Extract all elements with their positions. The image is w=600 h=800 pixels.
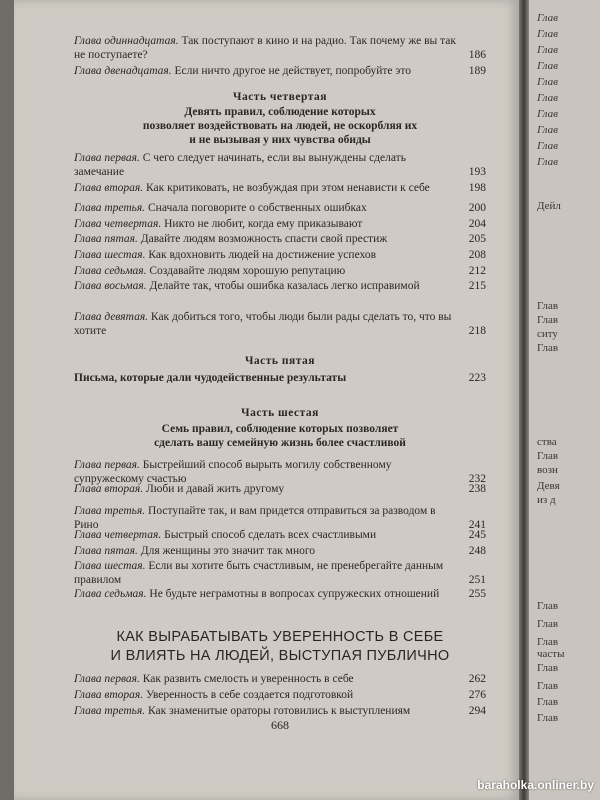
- page-ref: 208: [468, 249, 486, 261]
- right-page-fragment: Глав: [537, 76, 558, 88]
- page-ref: 198: [468, 182, 486, 194]
- part-subtitle: Девять правил, соблюдение которых: [184, 106, 376, 118]
- chapter-label: Глава пятая.: [74, 233, 138, 245]
- right-page-fragment: Глав: [537, 618, 559, 630]
- part-heading: Часть пятая: [244, 355, 315, 367]
- toc-entry: [74, 587, 486, 601]
- page-ref: 218: [468, 325, 486, 337]
- page-number: 668: [271, 718, 289, 732]
- toc-entry: [74, 528, 486, 542]
- page-ref: 262: [468, 673, 486, 685]
- right-page-fragment: Глав: [537, 300, 559, 312]
- chapter-title: Как вдохновить людей на достижение успехов: [145, 249, 377, 261]
- part-subtitle: сделать вашу семейную жизнь более счастливой: [154, 437, 406, 449]
- right-page-fragment: Глав: [537, 124, 558, 136]
- page-ref: 200: [468, 202, 486, 214]
- toc-entry: [74, 482, 486, 496]
- chapter-label: Глава шестая.: [74, 560, 146, 572]
- chapter-title: Быстрый способ сделать всех счастливыми: [161, 529, 377, 541]
- chapter-title: Как добиться того, чтобы люди были рады сделать то, что вы хотите: [74, 311, 452, 337]
- chapter-label: Глава первая.: [74, 673, 140, 685]
- chapter-label: Глава четвертая.: [74, 529, 162, 541]
- right-page-fragment: Глав: [537, 92, 558, 104]
- chapter-title: Для женщины это значит так много: [137, 545, 316, 557]
- toc-entry: Глава двенадцатая. Если ничто другое не действует, попробуйте это 189: [74, 65, 486, 77]
- right-page-fragment: Глав: [537, 712, 559, 724]
- toc-entry: [74, 264, 486, 278]
- chapter-title: Люби и давай жить другому: [143, 483, 285, 495]
- part-heading: Часть шестая: [241, 407, 319, 419]
- chapter-title: Сначала поговорите о собственных ошибках: [145, 202, 367, 214]
- right-page-fragment: Дейл: [537, 200, 561, 212]
- chapter-label: Глава третья.: [74, 705, 146, 717]
- part-heading: Часть четвертая: [233, 91, 327, 103]
- right-page-fragment: Глав: [537, 600, 559, 612]
- toc-entry: [74, 248, 486, 262]
- toc-entry: [74, 559, 486, 587]
- right-page-fragment: Глав: [537, 680, 559, 692]
- chapter-label: Глава вторая.: [74, 689, 144, 701]
- toc-entry: [74, 688, 486, 702]
- chapter-title: Если вы хотите быть счастливым, не пренебрегайте данным правилом: [74, 560, 444, 586]
- chapter-label: Глава шестая.: [74, 249, 146, 261]
- page-ref: 276: [468, 689, 486, 701]
- right-page-fragment: Глав: [537, 450, 559, 462]
- chapter-label: Глава седьмая.: [74, 265, 147, 277]
- chapter-title: Никто не любит, когда ему приказывают: [161, 218, 363, 230]
- chapter-title: Не будьте неграмотны в вопросах супружеских отношений: [146, 588, 440, 600]
- right-page-fragment: Глав: [537, 44, 558, 56]
- chapter-label: Глава третья.: [74, 505, 146, 517]
- chapter-title: Уверенность в себе создается подготовкой: [143, 689, 354, 701]
- right-page-fragment: Глав: [537, 12, 558, 24]
- page-ref: 294: [468, 705, 486, 717]
- right-page-fragment: Глав: [537, 60, 558, 72]
- chapter-label: Глава седьмая.: [74, 588, 147, 600]
- book-page-left: [14, 0, 519, 800]
- chapter-title: Как критиковать, не возбуждая при этом ненависти к себе: [143, 182, 430, 194]
- page-ref: 241: [468, 519, 486, 531]
- toc-entry: [74, 201, 486, 215]
- toc-entry: [74, 279, 486, 293]
- right-page-fragment: Глав: [537, 636, 559, 648]
- chapter-title: Поступайте так, и вам придется отправиться за разводом в Рино: [74, 505, 436, 531]
- page-ref: 193: [468, 166, 486, 178]
- watermark: baraholka.onliner.by: [477, 778, 594, 792]
- page-ref: 204: [468, 218, 486, 230]
- toc-entry: Письма, которые дали чудодейственные результаты 223: [74, 372, 486, 384]
- chapter-title: Делайте так, чтобы ошибка казалась легко исправимой: [146, 280, 420, 292]
- chapter-title: Быстрейший способ вырыть могилу собственному супружескому счастью: [74, 459, 392, 485]
- page-ref: 215: [468, 280, 486, 292]
- right-page-fragment: из д: [537, 494, 556, 506]
- right-page-fragment: Глав: [537, 156, 558, 168]
- chapter-label: Глава первая.: [74, 459, 140, 471]
- chapter-label: Глава третья.: [74, 202, 146, 214]
- section-title: И ВЛИЯТЬ НА ЛЮДЕЙ, ВЫСТУПАЯ ПУБЛИЧНО: [110, 648, 450, 664]
- page-ref: 251: [468, 574, 486, 586]
- page-ref: 212: [468, 265, 486, 277]
- chapter-label: Глава восьмая.: [74, 280, 147, 292]
- book-gutter: [519, 0, 529, 800]
- right-page-fragment: Девя: [537, 480, 560, 492]
- chapter-label: Глава вторая.: [74, 182, 144, 194]
- right-page-fragment: Глав: [537, 28, 558, 40]
- part-subtitle: Семь правил, соблюдение которых позволяет: [161, 423, 399, 435]
- chapter-title: Давайте людям возможность спасти свой престиж: [137, 233, 388, 245]
- chapter-label: Глава первая.: [74, 152, 140, 164]
- toc-entry: Глава одиннадцатая. Так поступают в кино и на радио. Так почему же вы так не поступаете? 186: [74, 35, 486, 61]
- chapter-title: С чего следует начинать, если вы вынуждены сделать замечание: [74, 152, 406, 178]
- page-ref: 238: [468, 483, 486, 495]
- page-ref: 205: [468, 233, 486, 245]
- toc-entry: [74, 217, 486, 231]
- right-page-fragment: возн: [537, 464, 558, 476]
- chapter-label: Глава пятая.: [74, 545, 138, 557]
- part-subtitle: и не вызывая у них чувства обиды: [189, 134, 371, 146]
- page-ref: 248: [468, 545, 486, 557]
- right-page-fragment: Глав: [537, 662, 559, 674]
- toc-entry: [74, 181, 486, 195]
- book-page-right: [529, 0, 600, 800]
- page-ref: 255: [468, 588, 486, 600]
- right-page-fragment: Глав: [537, 342, 559, 354]
- chapter-title: Создавайте людям хорошую репутацию: [146, 265, 346, 277]
- toc-entry: [74, 310, 486, 338]
- right-page-fragment: часты: [537, 648, 565, 660]
- right-page-fragment: Глав: [537, 140, 558, 152]
- right-page-fragment: Глав: [537, 696, 559, 708]
- section-title: КАК ВЫРАБАТЫВАТЬ УВЕРЕННОСТЬ В СЕБЕ: [116, 629, 444, 645]
- page-ref: 245: [468, 529, 486, 541]
- chapter-title: Как развить смелость и уверенность в себе: [139, 673, 354, 685]
- chapter-title: Как знаменитые ораторы готовились к выступлениям: [145, 705, 411, 717]
- toc-entry: [74, 672, 486, 686]
- toc-entry: [74, 544, 486, 558]
- page-ref: 232: [468, 473, 486, 485]
- chapter-label: Глава девятая.: [74, 311, 149, 323]
- right-page-fragment: Глав: [537, 108, 558, 120]
- right-page-fragment: ства: [537, 436, 557, 448]
- right-page-fragment: ситу: [537, 328, 558, 340]
- part-subtitle: позволяет воздействовать на людей, не оскорбляя их: [142, 120, 418, 132]
- toc-entry: [74, 232, 486, 246]
- toc-entry: [74, 704, 486, 718]
- chapter-label: Глава вторая.: [74, 483, 144, 495]
- right-page-fragment: Глав: [537, 314, 559, 326]
- toc-entry: [74, 151, 486, 179]
- chapter-label: Глава четвертая.: [74, 218, 162, 230]
